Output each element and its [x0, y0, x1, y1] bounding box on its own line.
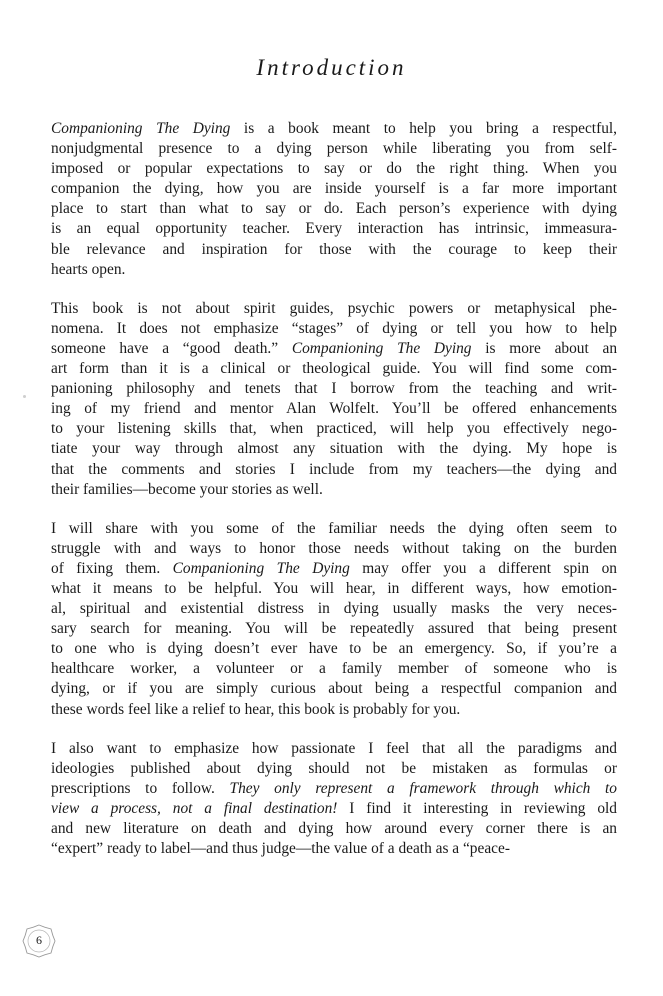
stray-mark: [23, 395, 26, 398]
text-line: [51, 379, 617, 399]
text-segment: what it means to be helpful. You will hear, in different ways, how emotion-: [51, 579, 617, 597]
italic-text-segment: Companioning The Dying: [291, 339, 472, 357]
text-segment: hearts open.: [51, 260, 126, 278]
text-line: [51, 199, 617, 219]
text-line: [51, 559, 617, 579]
text-segment: nonjudgmental presence to a dying person while liberating you from self-: [51, 140, 617, 158]
page-number: 6: [36, 933, 42, 947]
text-segment: I find it interesting in reviewing old: [337, 799, 617, 817]
text-segment: ble relevance and inspiration for those with the courage to keep their: [51, 240, 617, 258]
text-segment: panioning philosophy and tenets that I borrow from the teaching and writ-: [51, 380, 617, 398]
text-line: [51, 619, 617, 639]
text-line: [51, 819, 617, 839]
text-segment: place to start than what to say or do. Each person’s experience with dying: [51, 200, 617, 218]
text-line: [51, 759, 617, 779]
text-segment: tiate your way through almost any situation with the dying. My hope is: [51, 440, 617, 458]
text-segment: their families—become your stories as well.: [51, 480, 323, 498]
text-line: [51, 779, 617, 799]
text-segment: to your listening skills that, when practiced, will help you effectively nego-: [51, 420, 617, 438]
paragraph: [51, 739, 617, 860]
text-line: [51, 359, 617, 379]
text-line: [51, 659, 617, 679]
text-line: [51, 159, 617, 179]
paragraph: [51, 119, 617, 280]
text-segment: is more about an: [471, 339, 618, 357]
text-segment: I also want to emphasize how passionate I feel that all the paradigms and: [51, 739, 617, 757]
text-segment: I will share with you some of the familiar needs the dying often seem to: [51, 519, 617, 537]
text-segment: is a book meant to help you bring a respectful,: [230, 120, 618, 137]
text-line: [51, 299, 617, 319]
text-line: [51, 739, 617, 759]
italic-text-segment: view a process, not a final destination!: [51, 799, 338, 817]
text-line: [51, 839, 617, 859]
text-line: [51, 419, 617, 439]
text-line: [51, 700, 617, 720]
text-line: [51, 219, 617, 239]
text-segment: imposed or popular expectations to say or do the right thing. When you: [51, 160, 617, 178]
text-segment: is an equal opportunity teacher. Every interaction has intrinsic, immeasura-: [51, 220, 617, 238]
text-line: [51, 240, 617, 260]
text-segment: companion the dying, how you are inside yourself is a far more important: [51, 180, 617, 198]
text-line: [51, 339, 617, 359]
text-line: [51, 599, 617, 619]
text-line: [51, 679, 617, 699]
page-title: Introduction: [256, 55, 407, 80]
text-segment: sary search for meaning. You will be repeatedly assured that being present: [51, 620, 617, 638]
italic-text-segment: They only represent a framework through which to: [229, 779, 617, 797]
text-segment: and new literature on death and dying how around every corner there is an: [51, 820, 617, 837]
text-segment: someone have a “good death.”: [51, 339, 292, 357]
text-line: [51, 799, 617, 819]
text-segment: This book is not about spirit guides, psychic powers or metaphysical phe-: [51, 299, 617, 317]
text-line: [51, 539, 617, 559]
text-line: [51, 519, 617, 539]
paragraph: [51, 299, 617, 500]
text-segment: art form than it is a clinical or theological guide. You will find some com-: [51, 360, 617, 378]
text-line: [51, 179, 617, 199]
text-line: [51, 260, 617, 280]
text-line: [51, 399, 617, 419]
text-segment: that the comments and stories I include from my teachers—the dying and: [51, 460, 617, 478]
page-number-badge: [22, 924, 56, 958]
text-segment: “expert” ready to label—and thus judge—the value of a death as a “peace-: [51, 840, 510, 858]
text-segment: nomena. It does not emphasize “stages” of dying or tell you how to help: [51, 319, 617, 337]
text-segment: al, spiritual and existential distress in dying usually masks the very neces-: [51, 600, 617, 618]
text-line: [51, 460, 617, 480]
text-segment: ideologies published about dying should not be mistaken as formulas or: [51, 759, 617, 777]
text-line: [51, 119, 617, 139]
text-segment: prescriptions to follow.: [51, 779, 230, 797]
body-text: [51, 119, 617, 878]
paragraph: [51, 519, 617, 720]
text-segment: may offer you a different spin on: [349, 559, 617, 577]
text-segment: struggle with and ways to honor those needs without taking on the burden: [51, 539, 617, 557]
text-segment: dying, or if you are simply curious about being a respectful companion and: [51, 680, 617, 698]
text-segment: healthcare worker, a volunteer or a family member of someone who is: [51, 660, 617, 678]
text-line: [51, 139, 617, 159]
text-segment: these words feel like a relief to hear, this book is probably for you.: [51, 700, 461, 718]
text-line: [51, 480, 617, 500]
text-segment: of fixing them.: [51, 559, 173, 577]
text-line: [51, 439, 617, 459]
text-line: [51, 639, 617, 659]
text-line: [51, 579, 617, 599]
text-line: [51, 319, 617, 339]
italic-text-segment: Companioning The Dying: [51, 120, 231, 137]
text-segment: ing of my friend and mentor Alan Wolfelt. You’ll be offered enhancements: [51, 400, 617, 418]
italic-text-segment: Companioning The Dying: [172, 559, 350, 577]
text-segment: to one who is dying doesn’t ever have to be an emergency. So, if you’re a: [51, 640, 617, 658]
